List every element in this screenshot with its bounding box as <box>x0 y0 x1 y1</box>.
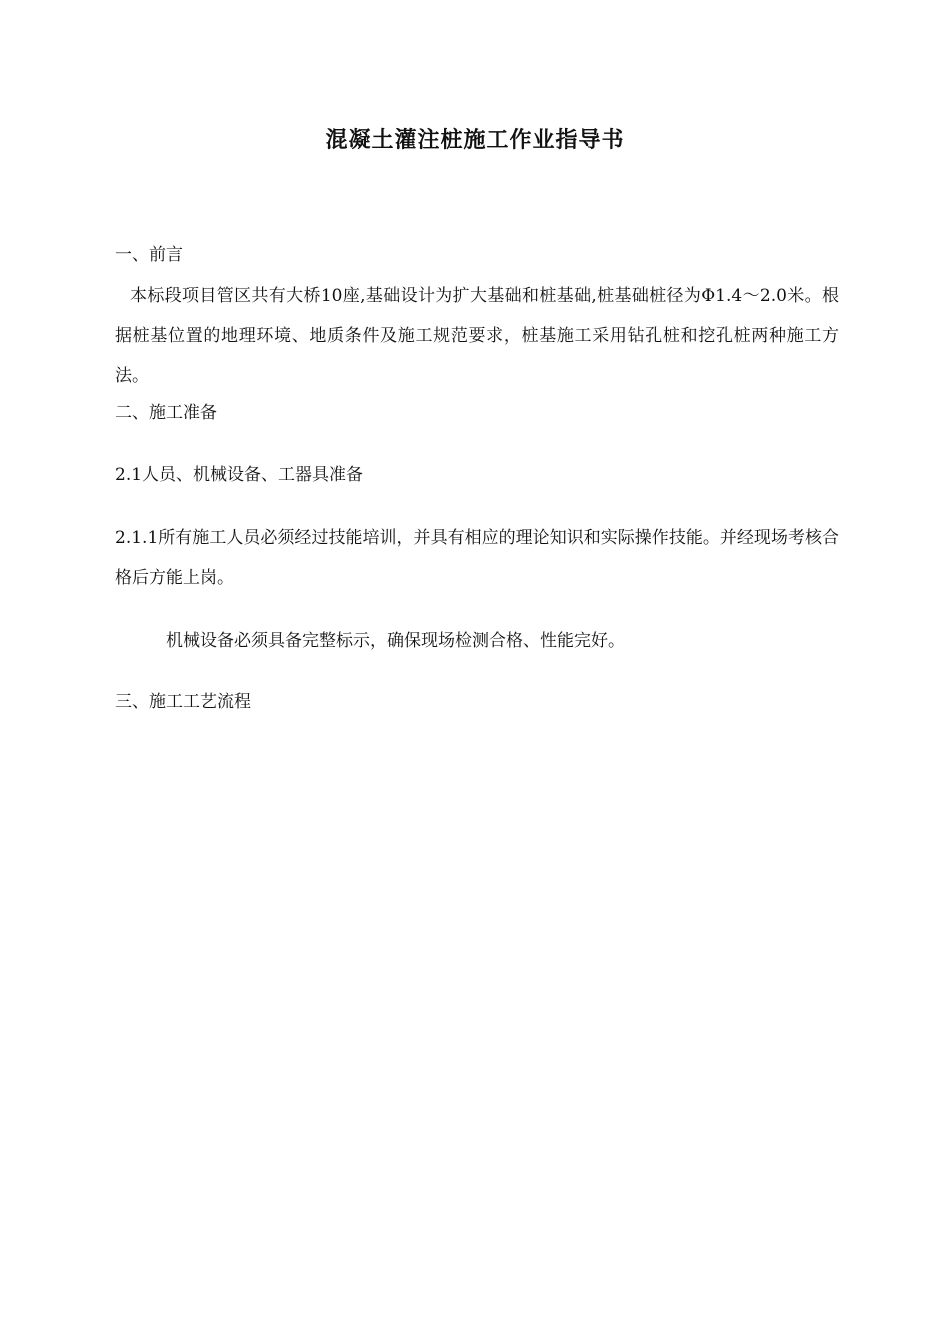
intro-paragraph: 本标段项目管区共有大桥10座,基础设计为扩大基础和桩基础,桩基础桩径为Φ1.4～2.0米。根据桩基位置的地理环境、地质条件及施工规范要求，桩基施工采用钻孔桩和挖孔桩两种施工方法。 <box>115 286 839 386</box>
subsection-heading-2-1: 2.1人员、机械设备、工器具准备 <box>115 465 364 485</box>
section-heading-process: 三、施工工艺流程 <box>115 692 251 712</box>
prep-item-machinery: 机械设备必须具备完整标示，确保现场检测合格、性能完好。 <box>166 631 625 651</box>
prep-item-2-1-1: 2.1.1所有施工人员必须经过技能培训，并具有相应的理论知识和实际操作技能。并经现场考核合格后方能上岗。 <box>115 528 839 588</box>
section-heading-prep: 二、施工准备 <box>115 403 217 423</box>
document-title: 混凝土灌注桩施工作业指导书 <box>325 127 625 153</box>
section-heading-intro: 一、前言 <box>115 245 183 265</box>
